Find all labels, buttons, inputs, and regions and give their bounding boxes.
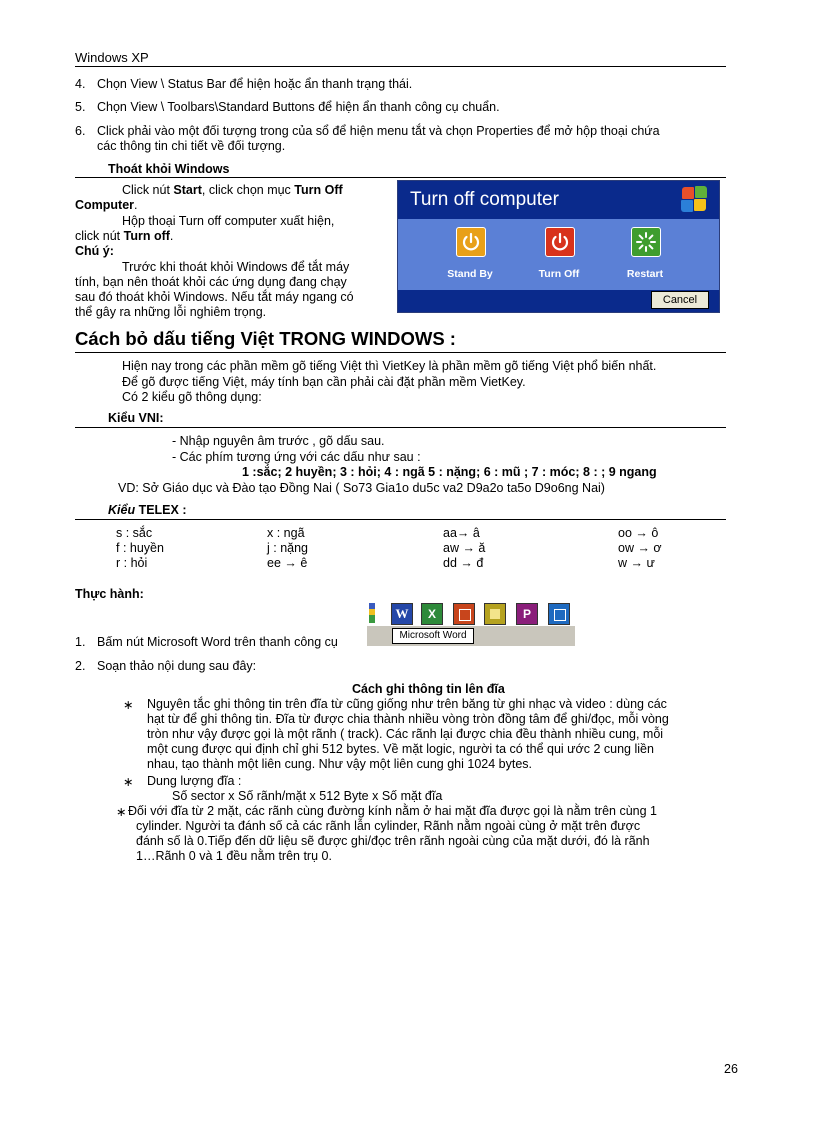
vni-example: VD: Sở Giáo dục và Đào tạo Đồng Nai ( So73 Gia1o du5c va2 D9a2o ta5o D9o6ng Nai) [118, 481, 605, 495]
telex-cell: ow → ơ [618, 541, 662, 555]
cancel-button[interactable]: Cancel [651, 291, 709, 309]
turnoff-button-keyword: Turn off [123, 229, 170, 243]
disk-line: cylinder. Người ta đánh số cả các rãnh lẫn cylinder, Rãnh nằm ngoài cùng ở mặt trên được [136, 819, 641, 833]
running-header: Windows XP [75, 50, 149, 65]
practice-step-text: Soạn thảo nội dung sau đây: [97, 659, 257, 673]
telex-rule [75, 519, 726, 520]
vni-heading: Kiểu VNI: [108, 411, 164, 425]
dialog-title: Turn off computer [410, 189, 559, 210]
disk-paragraph [128, 804, 726, 864]
computer-keyword: Computer [75, 198, 135, 212]
word-icon[interactable]: W [391, 603, 413, 625]
page-number: 26 [724, 1062, 738, 1076]
start-keyword: Start [173, 183, 202, 197]
note-text: thể gây ra những lỗi nghiêm trọng. [75, 305, 267, 319]
dialog-footer [398, 290, 719, 312]
shutdown-paragraph [122, 183, 343, 198]
telex-cell: ee → ê [267, 556, 308, 570]
telex-cell: dd → đ [443, 556, 484, 570]
turnoff-power-icon [546, 228, 574, 256]
bullet-icon: ∗ [123, 698, 134, 712]
telex-cell: x : ngã [267, 526, 305, 540]
disk-capacity-label: Dung lượng đĩa : [147, 774, 242, 788]
telex-cell: aw → ă [443, 541, 486, 555]
step-number: 6. [75, 124, 86, 138]
step-text: Chọn View \ Toolbars\Standard Buttons để hiện ẩn thanh công cụ chuẩn. [97, 100, 500, 114]
windows-logo-icon [681, 185, 707, 213]
disk-line: đánh số là 0.Tiếp đến dữ liệu sẽ được ghi/đọc trên rãnh ngoài cùng của mặt dưới, đó là rãnh [136, 834, 650, 848]
telex-heading-italic: Kiểu [108, 503, 136, 517]
bullet-icon: ∗ [123, 775, 134, 789]
text: . [134, 198, 138, 212]
turnoff-label: Turn Off [538, 268, 580, 280]
practice-step-number: 2. [75, 659, 86, 673]
shutdown-paragraph-cont [75, 198, 138, 213]
text: click nút [75, 229, 124, 243]
publisher-icon[interactable]: P [516, 603, 538, 625]
telex-cell: s : sắc [116, 526, 153, 540]
section-rule [75, 352, 726, 353]
intro-line: Để gõ được tiếng Việt, máy tính bạn cần phải cài đặt phần mềm VietKey. [122, 375, 526, 389]
practice-step-text: Bấm nút Microsoft Word trên thanh công cụ [97, 635, 338, 649]
powerpoint-icon[interactable] [453, 603, 475, 625]
telex-cell: r : hỏi [116, 556, 148, 570]
disk-line: hạt từ để ghi thông tin. Đĩa từ được chia thành nhiều vòng tròn đồng tâm để ghi/đọc, mỗi vòng [147, 712, 669, 726]
turnoff-keyword: Turn Off [294, 183, 343, 197]
subsection-heading: Thoát khỏi Windows [108, 162, 230, 176]
outlook-icon[interactable] [548, 603, 570, 625]
shutdown-paragraph: Hộp thoại Turn off computer xuất hiện, [122, 214, 335, 228]
telex-heading-text: TELEX : [135, 503, 187, 517]
telex-heading [108, 503, 187, 518]
bullet-icon: ∗ [116, 805, 127, 819]
disk-capacity-formula: Số sector x Số rãnh/mặt x 512 Byte x Số mặt đĩa [172, 789, 443, 803]
note-text: sau đó thoát khỏi Windows. Nếu tắt máy ngang có [75, 290, 354, 304]
step-text: Chọn View \ Status Bar để hiện hoặc ẩn thanh trạng thái. [97, 77, 413, 91]
disk-line: Đối với đĩa từ 2 mặt, các rãnh cùng đường kính nằm ở hai mặt đĩa được gọi là nằm trên cùng 1 [128, 804, 657, 818]
disk-line: tròn như vậy được gọi là một rãnh ( track). Các rãnh lại được chia đều thành nhiều cung, mỗi [147, 727, 664, 741]
standby-power-icon [457, 228, 485, 256]
practice-step-number: 1. [75, 635, 86, 649]
excel-icon[interactable]: X [421, 603, 443, 625]
toolbar-tooltip: Microsoft Word [392, 628, 474, 644]
telex-cell: w → ư [618, 556, 655, 570]
vni-rule [75, 427, 726, 428]
restart-icon [632, 228, 660, 256]
telex-cell: oo → ô [618, 526, 659, 540]
step-text: các thông tin chi tiết về đối tượng. [97, 139, 286, 153]
standby-label: Stand By [447, 268, 493, 280]
disk-line: một cung được qui định chỉ ghi 512 bytes. Về mặt logic, người ta có thể qui ước 2 cung liền [147, 742, 654, 756]
step-number: 5. [75, 100, 86, 114]
vni-line: - Nhập nguyên âm trước , gõ dấu sau. [172, 434, 385, 448]
shutdown-paragraph-cont [75, 229, 173, 244]
disk-line: 1…Rãnh 0 và 1 đều nằm trên trụ 0. [136, 849, 332, 863]
text: Click nút [122, 183, 174, 197]
dialog-titlebar [398, 181, 719, 219]
disk-title: Cách ghi thông tin lên đĩa [352, 682, 505, 696]
telex-cell: aa→ â [443, 526, 480, 540]
text: . [169, 229, 174, 243]
note-label: Chú ý: [75, 244, 114, 258]
note-text: Trước khi thoát khỏi Windows để tắt máy [122, 260, 350, 274]
intro-line: Có 2 kiểu gõ thông dụng: [122, 390, 262, 404]
intro-line: Hiện nay trong các phần mềm gõ tiếng Việt thì VietKey là phần mềm gõ tiếng Việt phổ biến nhất. [122, 359, 657, 373]
practice-heading: Thực hành: [75, 587, 144, 601]
disk-paragraph [147, 697, 726, 772]
vni-line: - Các phím tương ứng với các dấu như sau : [172, 450, 421, 464]
subsection-rule [75, 177, 726, 178]
toolbar-grip-icon [369, 603, 375, 623]
telex-cell: j : nặng [267, 541, 309, 555]
text: , click chọn mục [201, 183, 295, 197]
header-rule [75, 66, 726, 67]
telex-cell: f : huyền [116, 541, 164, 555]
note-text: tính, bạn nên thoát khỏi các ứng dụng đang chạy [75, 275, 347, 289]
disk-line: Nguyên tắc ghi thông tin trên đĩa từ cũng giống như trên băng từ ghi nhạc và video : dùng các [147, 697, 667, 711]
step-text: Click phải vào một đối tượng trong của sổ để hiện menu tắt và chọn Properties để mở hộp thoại chứa [97, 124, 660, 138]
restart-button[interactable] [631, 227, 661, 257]
turnoff-button[interactable] [545, 227, 575, 257]
disk-line: nhau, tạo thành một liên cung. Như vậy một liên cung ghi 1024 bytes. [147, 757, 532, 771]
standby-button[interactable] [456, 227, 486, 257]
vni-keys: 1 :sắc; 2 huyền; 3 : hỏi; 4 : ngã 5 : nặng; 6 : mũ ; 7 : móc; 8 : ; 9 ngang [242, 465, 657, 479]
section-title: Cách bỏ dấu tiếng Việt TRONG WINDOWS : [75, 328, 456, 349]
turn-off-dialog [397, 180, 720, 313]
restart-label: Restart [626, 268, 664, 280]
access-icon[interactable] [484, 603, 506, 625]
step-number: 4. [75, 77, 86, 91]
office-toolbar [367, 600, 575, 646]
